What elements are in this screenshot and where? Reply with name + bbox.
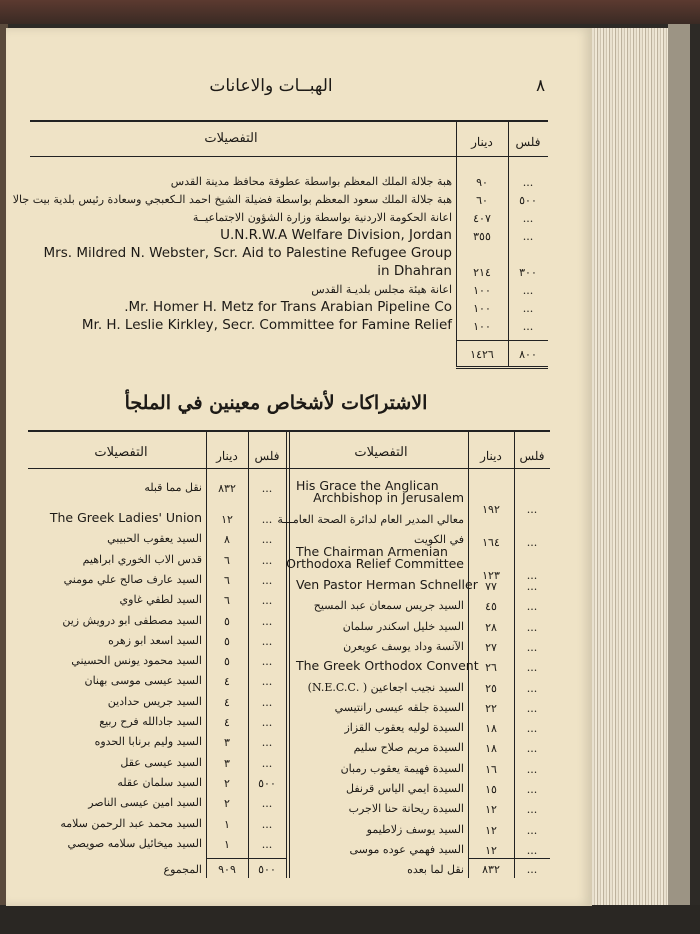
s2-right-dinar: ١٩٢ [482,503,500,516]
book-cover-top [0,0,700,24]
s2-left-total-text: المجموع [163,863,202,876]
s2-right-text2: Archbishop in Jerusalem [313,490,464,505]
s2-right-dinar: ٢٨ [485,620,497,634]
s2-left-fils: ... [261,614,273,628]
s2-left-fils: ... [261,695,273,709]
s2-right-dinar: ١٢ [485,803,497,817]
s1-row-text: هبة جلالة الملك سعود المعظم بواسطة فضيلة الشيخ احمد الـكعبجي وسعادة رئيس بلدية بيت جالا [12,193,452,206]
s2-left-dinar: ٢ [224,797,230,811]
rule [30,156,548,157]
rule [248,430,249,878]
rule [468,858,550,859]
s2-left-fils: ... [261,797,273,811]
s2-left-fils: ... [261,634,273,648]
s2-right-fils: ... [526,783,538,796]
s2-left-fils: ... [261,533,273,547]
rule [456,340,548,341]
s2-left-total-dinar: ٩٠٩ [218,863,236,876]
s2-right-text: The Greek Orthodox Convent [296,658,479,674]
s2-right-fils: ... [526,569,538,582]
s2-right-text: السيدة جلقه عيسى رانتيسي [334,700,464,714]
s2-right-text: السيدة ريحانة حنا الاجرب [348,802,464,816]
s2-left-text: نقل مما قبله [144,481,202,494]
s1-row-dinar: ٦٠ [476,194,488,207]
s2-left-dinar: ٥ [224,614,230,628]
s2-left-dinar: ٦ [224,594,230,608]
s2-right-dinar: ١٢ [485,823,497,837]
rule [206,858,286,859]
s2-right-text: السيد خليل اسكندر سلمان [342,619,464,633]
s2-right-text: السيدة فهيمة يعقوب رمبان [340,761,464,775]
s2-right-fils: ... [526,503,538,516]
s1-row-fils: ... [522,230,534,243]
s1-row-dinar: ٢١٤ [473,266,491,279]
s2-right-fils: ... [526,600,538,614]
page-number: ٨ [536,76,546,96]
s2-left-text: السيد ميخائيل سلامه صويصي [67,836,202,850]
s1-row-dinar: ١٠٠ [473,320,491,333]
s2-left-fils: ... [261,716,273,729]
rule [286,430,287,878]
s2-right-dinar: ١٢٣ [482,569,500,582]
s1-row-text: Mr. H. Leslie Kirkley, Secr. Committee for Famine Relief [81,317,452,333]
s1-row-dinar: ٩٠ [476,176,488,189]
s2-left-dinar: ٤ [224,716,230,729]
s2-left-text: السيد لطفي غاوي [119,593,202,607]
s2-left-dinar: ١ [224,837,230,851]
s2-left-fils: ... [261,482,273,495]
s1-row-fils: ٥٠٠ [519,194,537,207]
s2-right-fils: ... [526,681,538,695]
s2-left-text: السيد عارف صالح علي مومني [63,572,202,586]
rule [456,366,548,367]
s2-right-dinar: ٤٥ [485,600,497,614]
s1-header-fils: فلس [515,135,541,149]
s2-left-header-fils: فلس [254,449,280,463]
s2-right-text: The Chairman Armenian [296,544,448,559]
s2-right-dinar: ٧٧ [485,580,497,593]
s2-right-fils: ... [526,580,538,593]
s2-left-dinar: ٣ [224,736,230,750]
s2-right-text2: Orthodoxa Relief Committee [286,556,464,571]
s1-total-dinar: ١٤٢٦ [470,348,494,361]
s2-right-dinar: ١٦٤ [482,536,500,549]
s1-header-details: التفصيلات [204,131,258,146]
s2-left-header-details: التفصيلات [94,445,148,460]
s2-left-fils: ... [261,736,273,750]
s2-left-text: السيد جادالله فرح ربيع [99,715,202,728]
s1-row-text: اعانة هيئة مجلس بلديـة القدس [311,283,452,296]
s2-right-dinar: ٢٥ [485,681,497,695]
s1-row-text: U.N.R.W.A Welfare Division, Jordan [220,227,452,243]
s2-left-fils: ... [261,756,273,770]
s2-right-total-dinar: ٨٣٢ [482,863,500,876]
s2-right-text: Ven Pastor Herman Schneller [296,577,478,592]
s2-left-text: السيد وليم برنابا الحدوه [94,735,202,749]
s2-right-text: الآنسة وداد يوسف عويعرن [343,639,464,653]
s2-right-text2: في الكويت [414,533,464,546]
s2-left-text: The Greek Ladies' Union [49,510,202,525]
s2-left-text: السيد عيسى عقل [120,755,202,769]
s2-left-dinar: ٤ [224,675,230,689]
s2-left-dinar: ٤ [224,695,230,709]
rule [30,120,548,122]
s2-right-total-text: نقل لما بعده [407,863,464,876]
s2-right-text: السيد نجيب اجعاعين ( .N.E.C.C) [307,680,464,694]
s2-right-text: السيد فهمي عوده موسى [349,842,464,856]
s2-right-dinar: ٢٧ [485,640,497,654]
s2-right-dinar: ١٨ [485,722,497,736]
s2-left-dinar: ١ [224,817,230,831]
book-cover-side [668,24,690,906]
s1-row-text: Mrs. Mildred N. Webster, Scr. Aid to Palestine Refugee Group [43,245,452,261]
s2-left-text: السيد يعقوب الحبيبي [107,532,202,546]
s2-left-text: السيد امين عيسى الناصر [88,796,202,810]
s2-right-fils: ... [526,742,538,756]
s1-row-text: Mr. Homer H. Metz for Trans Arabian Pipeline Co. [124,299,452,315]
s2-left-dinar: ٨ [224,533,230,547]
s2-left-dinar: ٣ [224,756,230,770]
s2-left-fils: ... [261,553,273,567]
s1-row-text: هبة جلالة الملك المعظم بواسطة عطوفة محافظ مدينة القدس [170,175,452,188]
s1-row-fils: ٣٠٠ [519,266,537,279]
s2-right-fils: ... [526,620,538,634]
s1-row-fils: ... [522,284,534,297]
s2-right-fils: ... [526,803,538,817]
s2-right-text: السيدة مريم صلاح سليم [353,741,464,755]
s2-left-text: السيد محمود يونس الحسيني [71,654,202,668]
s2-right-fils: ... [526,843,538,857]
s2-right-text: السيدة لوليه يعقوب القزاز [344,721,464,735]
s2-right-fils: ... [526,762,538,776]
s2-right-text: السيدة ايمي الياس قرنفل [345,782,464,795]
s2-left-fils: ... [261,655,273,669]
s1-row-text: in Dhahran [377,263,452,279]
s2-right-text: السيد يوسف زلاطيمو [366,822,464,836]
s2-right-fils: ... [526,536,538,549]
s2-left-header-dinar: دينار [216,449,238,463]
s2-left-text: السيد عيسى موسى بهنان [84,674,202,688]
book-cover-bottom [0,905,700,934]
s2-left-text: السيد جريس حدادين [107,694,202,708]
s2-left-fils: ... [261,513,273,526]
s2-right-text: السيد جريس سمعان عبد المسيح [313,599,464,613]
s1-row-fils: ... [522,212,534,225]
s1-row-dinar: ١٠٠ [473,302,491,315]
s2-left-dinar: ٥ [224,634,230,648]
s2-left-dinar: ٢ [224,776,230,790]
s2-left-text: السيد مصطفى ابو درويش زين [62,613,202,627]
s2-right-fils: ... [526,661,538,675]
s2-left-text: السيد محمد عبد الرحمن سلامه [60,816,202,830]
s2-right-header-dinar: دينار [480,449,502,463]
s2-right-dinar: ١٥ [485,783,497,796]
s2-left-dinar: ٥ [224,655,230,669]
s2-right-header-fils: فلس [519,449,545,463]
s2-right-dinar: ١٦ [485,762,497,776]
s2-right-header-details: التفصيلات [354,445,408,460]
s2-left-dinar: ٨٣٢ [218,482,236,495]
s2-left-text: السيد اسعد ابو زهره [108,633,202,647]
s2-right-dinar: ٢٦ [485,661,497,675]
s1-row-fils: ... [522,320,534,333]
s2-right-dinar: ٢٢ [485,701,497,715]
rule [206,430,207,878]
s2-left-fils: ... [261,837,273,851]
rule [289,430,290,878]
s1-header-dinar: دينار [471,135,493,149]
s2-right-text: معالي المدير العام لدائرة الصحة العامـــة [277,513,464,526]
s1-total-fils: ٨٠٠ [519,348,537,361]
s2-right-fils: ... [526,701,538,715]
s2-left-dinar: ٦ [224,553,230,567]
s2-right-text: His Grace the Anglican [296,478,439,493]
s2-right-dinar: ١٢ [485,843,497,857]
s2-left-fils: ... [261,817,273,831]
book-page [6,28,592,906]
s2-left-dinar: ١٢ [221,513,233,526]
rule [456,368,548,369]
s2-right-fils: ... [526,823,538,837]
s2-left-fils: ... [261,594,273,608]
s2-left-fils: ... [261,573,273,587]
s1-row-fils: ... [522,302,534,315]
s2-left-text: قدس الاب الخوري ابراهيم [82,552,202,566]
s2-left-text: السيد سلمان عقله [117,775,202,789]
s2-right-dinar: ١٨ [485,742,497,756]
s1-row-text: اعانة الحكومة الاردنية بواسطة وزارة الشؤون الاجتماعيــة [192,211,452,224]
s2-left-total-fils: ٥٠٠ [258,863,276,876]
s1-row-dinar: ١٠٠ [473,284,491,297]
s1-row-dinar: ٣٥٥ [473,230,491,243]
s2-right-fils: ... [526,722,538,736]
s2-left-fils: ... [261,675,273,689]
section1-title: الهبــات والاعانات [209,76,333,96]
s1-row-fils: ... [522,176,534,189]
s2-left-fils: ٥٠٠ [258,776,276,790]
s2-left-dinar: ٦ [224,573,230,587]
s1-row-dinar: ٤٠٧ [473,212,491,225]
section2-title: الاشتراكات لأشخاص معينين في الملجأ [124,392,428,414]
s2-right-total-fils: ... [526,863,538,876]
s2-right-fils: ... [526,640,538,654]
